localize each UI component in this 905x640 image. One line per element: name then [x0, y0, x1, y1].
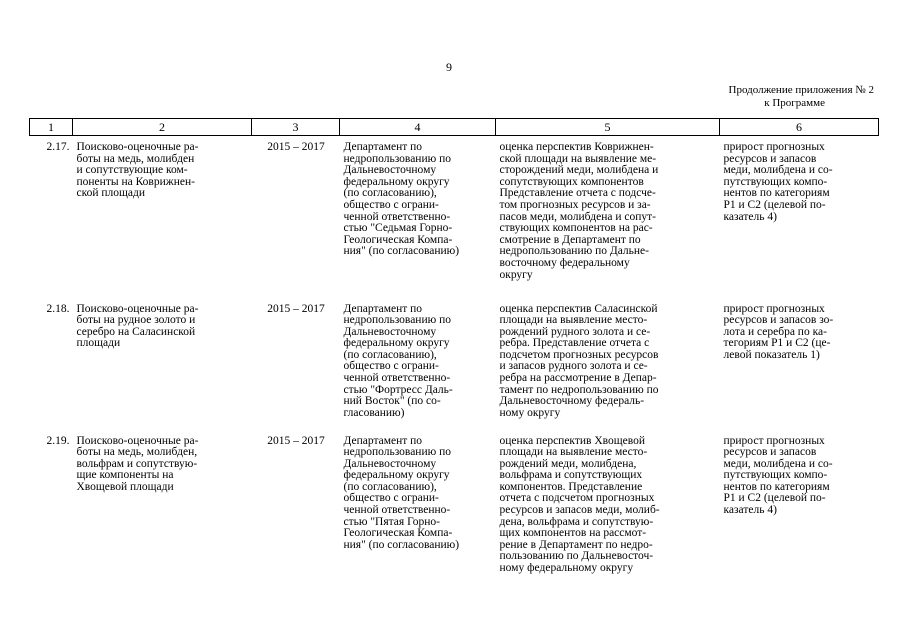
target-indicator-line: путствующих компо- [723, 469, 828, 482]
target-indicator-line: ресурсов и запасов [723, 446, 817, 459]
table-row [30, 298, 879, 430]
measure-name-line: Поисково-оценочные ра- [76, 434, 199, 447]
expected-result-line: площади на выявление место- [499, 314, 648, 327]
executor-line: недропользованию по [343, 446, 451, 459]
page-number: 9 [446, 60, 452, 74]
expected-result-line: ребра. Представление отчета с [499, 337, 650, 350]
measure-name-line: боты на медь, молибден, [76, 446, 198, 459]
target-indicator-line: нентов по категориям [723, 187, 830, 200]
executor-line: ния" (по согласованию) [343, 245, 460, 258]
executor-line: стью "Фортресс Даль- [343, 383, 453, 396]
executor-line: Департамент по [343, 141, 423, 153]
target-indicator-line: меди, молибдена и со- [723, 457, 833, 470]
appendix-note [674, 84, 874, 109]
executor-line: Дальневосточному [343, 325, 437, 338]
column-header-2: 2 [73, 119, 252, 136]
executor-line: недропользованию по [343, 314, 451, 327]
executor-line: ний Восток" (по со- [343, 395, 441, 408]
expected-result-line: Представление отчета с подсче- [499, 187, 656, 200]
column-header-6: 6 [720, 119, 879, 136]
expected-result-line: и запасов рудного золота и се- [499, 360, 648, 373]
table-row [30, 136, 879, 298]
target-indicator [720, 430, 879, 590]
column-header-1: 1 [30, 119, 73, 136]
target-indicator-line: ресурсов и запасов зо- [723, 314, 834, 327]
measure-name-line: и сопутствующие ком- [76, 164, 188, 177]
executor-line: ченной ответственно- [343, 504, 451, 517]
executor-line: гласованию) [343, 406, 405, 419]
expected-result-line: ской площади на выявление ме- [499, 152, 657, 165]
expected-result-line: щих компонентов на рассмот- [499, 527, 647, 540]
target-indicator-line: ресурсов и запасов [723, 152, 817, 165]
executor-line: общество с ограни- [343, 198, 439, 211]
executor-line: ченной ответственно- [343, 210, 451, 223]
target-indicator-line: прирост прогнозных [723, 141, 825, 153]
executor-line: Департамент по [343, 434, 423, 447]
row-number: 2.18. [46, 302, 70, 315]
implementation-years: 2015 – 2017 [267, 141, 325, 153]
measure-name-line: ской площади [76, 187, 145, 200]
executor-line: ченной ответственно- [343, 372, 451, 385]
executor-line: федеральному округу [343, 175, 450, 188]
expected-result-line: компонентов. Представление [499, 480, 643, 493]
measure-name-line: боты на медь, молибден [76, 152, 195, 165]
measure-name [73, 430, 252, 590]
executor-line: стью "Пятая Горно- [343, 515, 440, 528]
table-row [30, 430, 879, 590]
expected-result-line: оценка перспектив Коврижнен- [499, 141, 654, 153]
expected-result-line: сопутствующих компонентов [499, 175, 644, 188]
executor-line: федеральному округу [343, 469, 450, 482]
expected-result-line: Дальневосточному федераль- [499, 395, 645, 408]
executor [340, 136, 496, 298]
expected-result-line: рождений меди, молибдена, [499, 457, 637, 470]
expected-result-line: дена, вольфрама и сопутствую- [499, 515, 654, 528]
expected-result-line: оценка перспектив Саласинской [499, 302, 658, 315]
measure-name-line: поненты на Коврижнен- [76, 175, 195, 188]
target-indicator-line: лота и серебра по ка- [723, 325, 827, 338]
expected-result-line: ному федеральному округу [499, 562, 634, 575]
target-indicator-line: прирост прогнозных [723, 302, 825, 315]
implementation-years: 2015 – 2017 [267, 302, 325, 315]
appendix-note-line2: к Программе [764, 96, 825, 109]
executor-line: Департамент по [343, 302, 423, 315]
expected-result-line: сторождений меди, молибдена и [499, 164, 659, 177]
measure-name [73, 298, 252, 430]
expected-result-line: оценка перспектив Хвощевой [499, 434, 645, 447]
expected-result-line: тамент по недропользованию по [499, 383, 659, 396]
expected-result-line: округу [499, 268, 533, 281]
executor-line: (по согласованию), [343, 187, 437, 200]
target-indicator-line: казатель 4) [723, 210, 777, 223]
target-indicator [720, 298, 879, 430]
executor-line: Геологическая Компа- [343, 233, 453, 246]
implementation-years: 2015 – 2017 [267, 434, 325, 447]
measure-name-line: площади [76, 337, 121, 350]
column-header-5: 5 [496, 119, 720, 136]
executor [340, 298, 496, 430]
executor-line: Дальневосточному [343, 164, 437, 177]
executor-line: Дальневосточному [343, 457, 437, 470]
expected-result [496, 298, 720, 430]
measure-name-line: Поисково-оценочные ра- [76, 302, 199, 315]
expected-result-line: недропользованию по Дальне- [499, 245, 649, 258]
column-header-4: 4 [340, 119, 496, 136]
expected-result [496, 430, 720, 590]
expected-result-line: пользованию по Дальневосточ- [499, 550, 654, 563]
target-indicator-line: путствующих компо- [723, 175, 828, 188]
target-indicator-line: казатель 4) [723, 504, 777, 517]
expected-result-line: рение в Департамент по недро- [499, 538, 653, 551]
executor-line: федеральному округу [343, 337, 450, 350]
expected-result-line: вольфрама и сопутствующих [499, 469, 643, 482]
executor-line: недропользованию по [343, 152, 451, 165]
table-body [30, 136, 879, 590]
expected-result-line: ресурсов и запасов меди, молиб- [499, 504, 660, 517]
target-indicator-line: тегориям P1 и C2 (це- [723, 337, 831, 350]
row-number: 2.17. [46, 141, 70, 153]
program-table [29, 118, 879, 590]
executor-line: ния" (по согласованию) [343, 538, 460, 551]
expected-result-line: рождений рудного золота и се- [499, 325, 651, 338]
expected-result [496, 136, 720, 298]
target-indicator-line: нентов по категориям [723, 480, 830, 493]
executor [340, 430, 496, 590]
measure-name-line: серебро на Саласинской [76, 325, 196, 338]
expected-result-line: том прогнозных ресурсов и за- [499, 198, 651, 211]
target-indicator-line: меди, молибдена и со- [723, 164, 833, 177]
expected-result-line: восточному федеральному [499, 256, 630, 269]
expected-result-line: пасов меди, молибдена и сопут- [499, 210, 656, 223]
measure-name-line: Поисково-оценочные ра- [76, 141, 199, 153]
table-header-row [30, 119, 879, 136]
expected-result-line: смотрение в Департамент по [499, 233, 641, 246]
measure-name-line: щие компоненты на [76, 469, 174, 482]
executor-line: Геологическая Компа- [343, 527, 453, 540]
expected-result-line: подсчетом прогнозных ресурсов [499, 348, 659, 361]
measure-name-line: боты на рудное золото и [76, 314, 196, 327]
expected-result-line: ребра на рассмотрение в Депар- [499, 372, 657, 385]
expected-result-line: ствующих компонентов на рас- [499, 222, 653, 235]
target-indicator-line: P1 и C2 (целевой по- [723, 492, 826, 505]
executor-line: общество с ограни- [343, 492, 439, 505]
target-indicator-line: прирост прогнозных [723, 434, 825, 447]
expected-result-line: площади на выявление место- [499, 446, 648, 459]
measure-name-line: вольфрам и сопутствую- [76, 457, 198, 470]
column-header-3: 3 [252, 119, 340, 136]
executor-line: общество с ограни- [343, 360, 439, 373]
executor-line: (по согласованию), [343, 480, 437, 493]
executor-line: стью "Седьмая Горно- [343, 222, 453, 235]
row-number: 2.19. [46, 434, 70, 447]
target-indicator [720, 136, 879, 298]
expected-result-line: отчета с подсчетом прогнозных [499, 492, 655, 505]
target-indicator-line: левой показатель 1) [723, 348, 820, 361]
appendix-note-line1: Продолжение приложения № 2 [728, 84, 874, 96]
measure-name-line: Хвощевой площади [76, 480, 174, 493]
expected-result-line: ному округу [499, 406, 561, 419]
executor-line: (по согласованию), [343, 348, 437, 361]
target-indicator-line: P1 и C2 (целевой по- [723, 198, 826, 211]
measure-name [73, 136, 252, 298]
